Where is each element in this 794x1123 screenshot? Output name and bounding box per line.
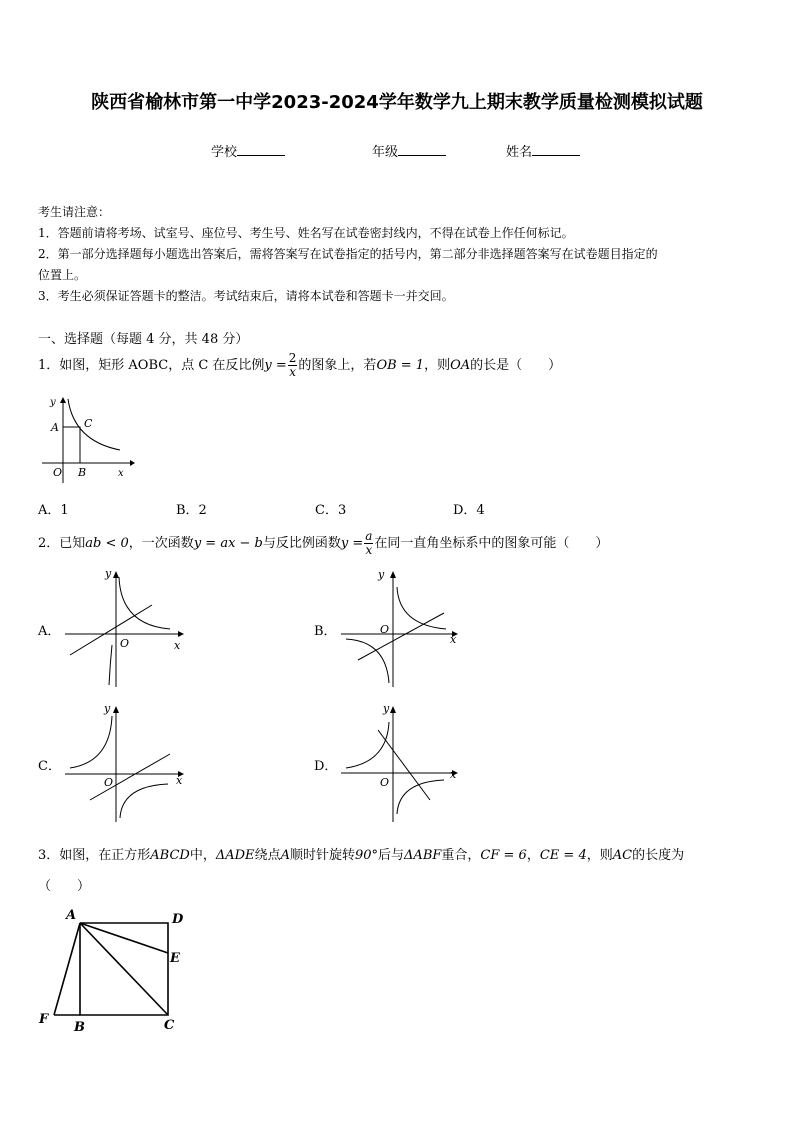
q1-label-x: x: [118, 468, 124, 479]
q3-point: A: [280, 848, 290, 863]
q1-hyperbola: [68, 399, 120, 450]
notice-heading: 考生请注意：: [38, 205, 111, 219]
q3-segment-af: [54, 923, 80, 1015]
q2c-label-y: y: [104, 702, 111, 715]
q3-text-9: 的长度为: [632, 848, 685, 863]
q3-text-4: 顺时针旋转: [289, 848, 355, 863]
school-blank: [237, 143, 285, 156]
q2-fraction: [364, 530, 373, 557]
q2-option-b: B．: [314, 624, 337, 639]
q1-y-arrow: [60, 397, 66, 403]
q2-func: y =: [340, 536, 364, 551]
question-3: [38, 844, 684, 863]
q2d-label-y: y: [383, 702, 390, 715]
school-label: 学校: [211, 145, 238, 160]
q3-text-7: ，: [526, 848, 540, 863]
q2-condition: ab < 0: [85, 536, 129, 551]
q2d-label-x: x: [450, 768, 457, 781]
q3-bracket: （ ）: [38, 879, 91, 894]
q1-option-a: A．1: [38, 503, 69, 518]
grade-label: 年级: [372, 145, 399, 160]
q2b-label-y: y: [378, 568, 385, 581]
q2-graph-d: [336, 700, 466, 825]
notice-item-2b: 位置上。: [38, 268, 87, 282]
q2-graph-a: [60, 565, 190, 690]
q2-option-d: D．: [314, 759, 338, 774]
q1-text-4: 的长是（ ）: [470, 358, 562, 373]
q1-option-b: B．2: [176, 503, 207, 518]
q1-label-a: A: [51, 421, 59, 434]
q1-figure: [38, 393, 138, 483]
q3-text-5: 后与: [378, 848, 405, 863]
section-heading: 一、选择题（每题 4 分，共 48 分）: [38, 332, 249, 347]
notice-item-2a: 2．第一部分选择题每小题选出答案后，需将答案写在试卷指定的括号内，第二部分非选择题答案写在试卷题目指定的: [38, 247, 658, 261]
q3-ce: CE = 4: [539, 848, 587, 863]
school-field: [211, 141, 285, 160]
grade-blank: [398, 143, 446, 156]
question-1: [38, 352, 561, 379]
q1-option-d: D．4: [453, 503, 485, 518]
question-2: [38, 530, 608, 557]
q3-ac: AC: [612, 848, 633, 863]
q3-segment-ae: [80, 923, 168, 953]
q1-label-y: y: [50, 397, 56, 408]
q3-label-d: D: [172, 912, 184, 927]
q2b-label-o: O: [380, 623, 390, 636]
q2a-label-o: O: [120, 637, 130, 650]
q3-angle: 90°: [354, 848, 379, 863]
q1-option-c: C．3: [315, 503, 347, 518]
q3-label-c: C: [164, 1018, 175, 1033]
q2-linear: y = ax − b: [193, 536, 263, 551]
q3-label-a: A: [66, 908, 77, 923]
q3-square: ABCD: [150, 848, 190, 863]
q3-figure: [36, 903, 196, 1033]
q2a-label-y: y: [105, 567, 112, 580]
q3-text-3: 绕点: [254, 848, 281, 863]
q1-label-o: O: [53, 466, 63, 479]
q2-text-4: 在同一直角坐标系中的图象可能（ ）: [374, 536, 609, 551]
q3-text-1: 3．如图，在正方形: [38, 848, 151, 863]
q3-text-8: ，则: [586, 848, 613, 863]
q1-label-b: B: [78, 466, 87, 479]
q2-text-2: ，一次函数: [128, 536, 194, 551]
q2b-label-x: x: [450, 633, 457, 646]
q1-text-3: ，则: [424, 358, 451, 373]
q2c-label-x: x: [176, 774, 183, 787]
notice-item-1: 1．答题前请将考场、试室号、座位号、考生号、姓名写在试卷密封线内，不得在试卷上作任何标记。: [38, 226, 574, 240]
q3-text-2: 中，: [189, 848, 216, 863]
q2-option-c: C．: [38, 759, 61, 774]
q1-frac-num: 2: [288, 351, 297, 365]
q1-label-c: C: [84, 417, 93, 430]
q1-frac-den: x: [289, 365, 296, 379]
q2-option-a: A．: [38, 624, 61, 639]
q3-label-e: E: [170, 951, 180, 966]
q1-text-2: 的图象上，若: [298, 358, 377, 373]
q3-label-b: B: [74, 1020, 85, 1033]
name-label: 姓名: [506, 145, 533, 160]
q1-text-1: 1．如图，矩形 AOBC，点 C 在反比例: [38, 358, 265, 373]
q3-segment-ac: [80, 923, 168, 1015]
q1-rectangle: [63, 427, 80, 463]
q1-condition: OB = 1: [376, 358, 425, 373]
name-field: [506, 141, 580, 160]
q3-label-f: F: [39, 1012, 49, 1027]
q1-fraction: [288, 352, 298, 379]
q1-func: y =: [264, 358, 287, 373]
grade-field: [372, 141, 446, 160]
page-title: 陕西省榆林市第一中学2023-2024学年数学九上期末教学质量检测模拟试题: [91, 92, 703, 113]
q2-text-3: 与反比例函数: [262, 536, 341, 551]
q2-graph-c: [60, 700, 190, 825]
q1-target: OA: [450, 358, 471, 373]
notice-item-3: 3．考生必须保证答题卡的整洁。考试结束后，请将本试卷和答题卡一并交回。: [38, 289, 454, 303]
q2-graph-b: [336, 565, 466, 690]
q1-x-arrow: [130, 460, 135, 466]
q2-text-1: 2．已知: [38, 536, 86, 551]
q2d-label-o: O: [380, 776, 390, 789]
q3-text-6: 重合，: [441, 848, 481, 863]
q2c-label-o: O: [104, 776, 114, 789]
q3-triangle-2: ΔABF: [404, 848, 442, 863]
q2-frac-num: a: [365, 529, 373, 543]
name-blank: [532, 143, 580, 156]
q2a-label-x: x: [174, 639, 181, 652]
q2-frac-den: x: [365, 543, 373, 557]
q3-cf: CF = 6: [480, 848, 527, 863]
q3-triangle-1: ΔADE: [215, 848, 255, 863]
